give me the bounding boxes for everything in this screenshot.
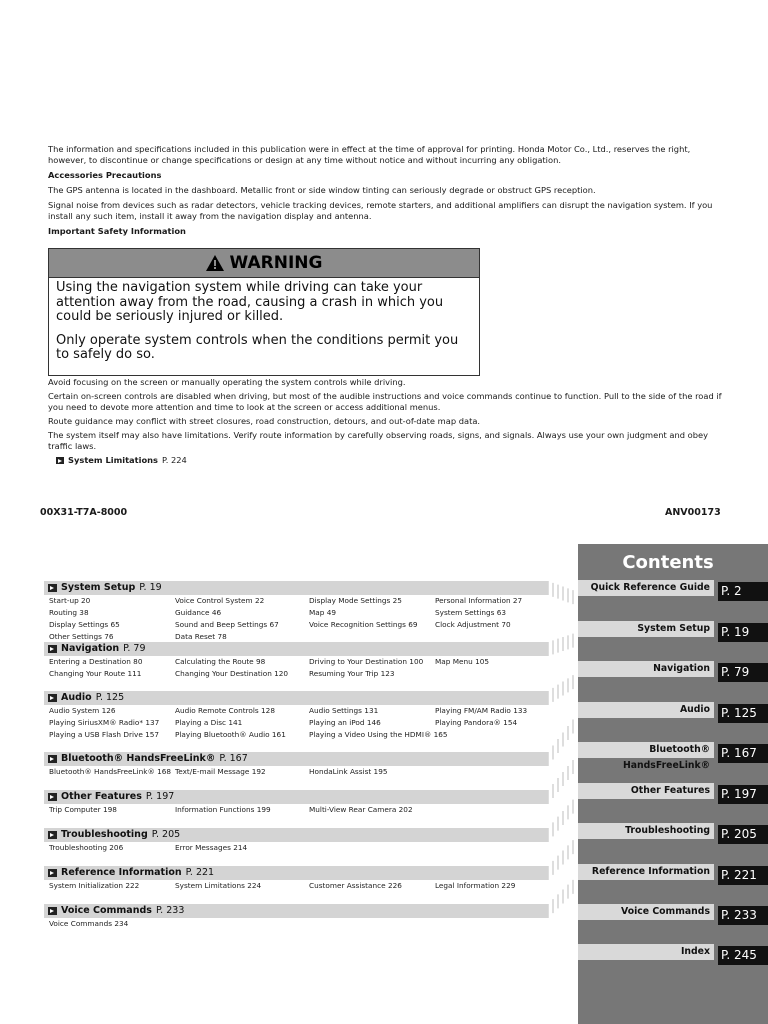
contents-title: Contents <box>622 552 714 573</box>
section-item[interactable]: Playing a Disc 141 <box>175 718 243 727</box>
section-title: Troubleshooting <box>61 829 148 840</box>
warning-title: WARNING <box>229 253 323 273</box>
section-page: P. 125 <box>95 692 125 703</box>
safety-paragraph-4: The system itself may also have limitations. Verify route information by carefully observing roads, signs, and signals. Always use your own judgment and obey traffic laws. <box>48 430 708 451</box>
tab-label: System Setup <box>578 621 714 637</box>
warning-text-2: Only operate system controls when the conditions permit you to safely do so. <box>56 332 459 362</box>
contents-section <box>44 828 548 854</box>
contents-tab[interactable] <box>578 702 768 723</box>
section-items <box>44 656 548 680</box>
section-heading[interactable] <box>44 828 548 842</box>
arrow-right-icon <box>48 793 57 801</box>
section-item[interactable]: Voice Commands 234 <box>49 919 129 928</box>
arrow-right-icon <box>48 831 57 839</box>
section-item[interactable]: Playing Bluetooth® Audio 161 <box>175 730 286 739</box>
section-page: P. 233 <box>155 905 185 916</box>
arrow-right-icon <box>56 457 64 464</box>
tab-label: Audio <box>578 702 714 718</box>
arrow-right-icon <box>48 645 57 653</box>
system-limitations-link[interactable] <box>56 455 728 466</box>
warning-triangle-icon <box>206 255 224 271</box>
section-item[interactable]: Legal Information 229 <box>435 881 516 890</box>
section-items <box>44 804 548 816</box>
tab-label: Index <box>578 944 714 960</box>
section-heading[interactable] <box>44 691 548 705</box>
arrow-right-icon <box>48 869 57 877</box>
contents-tab[interactable] <box>578 742 768 771</box>
tab-label: Other Features <box>578 783 714 799</box>
contents-tab[interactable] <box>578 864 768 885</box>
section-page: P. 197 <box>145 791 175 802</box>
section-heading[interactable] <box>44 904 548 918</box>
section-item[interactable]: Changing Your Route 111 <box>49 669 142 678</box>
arrow-right-icon <box>48 907 57 915</box>
section-heading[interactable] <box>44 790 548 804</box>
section-item[interactable]: Display Settings 65 <box>49 620 120 629</box>
contents-tab[interactable] <box>578 661 768 682</box>
section-item[interactable]: Playing a Video Using the HDMI® 165 <box>309 730 448 739</box>
section-item <box>435 766 553 778</box>
tab-page: P. 2 <box>718 582 768 601</box>
section-title: Bluetooth® HandsFreeLink® <box>61 753 216 764</box>
section-item <box>435 804 553 816</box>
tab-page: P. 205 <box>718 825 768 844</box>
safety-paragraph-1: Avoid focusing on the screen or manually operating the system controls while driving. <box>48 377 406 387</box>
contents-section <box>44 790 548 816</box>
contents-tab[interactable] <box>578 580 768 601</box>
section-item <box>309 842 435 854</box>
section-item[interactable]: Calculating the Route 98 <box>175 657 266 666</box>
section-item[interactable]: Clock Adjustment 70 <box>435 620 511 629</box>
arrow-right-icon <box>48 584 57 592</box>
section-item[interactable]: Playing SiriusXM® Radio* 137 <box>49 718 160 727</box>
section-item[interactable]: Voice Control System 22 <box>175 596 265 605</box>
safety-heading: Important Safety Information <box>48 226 186 236</box>
arrow-right-icon <box>48 755 57 763</box>
tab-page: P. 19 <box>718 623 768 642</box>
section-item <box>435 729 553 741</box>
section-items <box>44 595 548 643</box>
warning-text-1: Using the navigation system while driving can take your attention away from the road, causing a crash in which you could be seriously injured or killed. <box>56 280 444 324</box>
section-item <box>435 842 553 854</box>
section-items <box>44 880 548 892</box>
tab-label: Troubleshooting <box>578 823 714 839</box>
section-item[interactable]: Map Menu 105 <box>435 657 489 666</box>
contents-tab[interactable] <box>578 823 768 844</box>
section-item <box>435 918 553 930</box>
section-items <box>44 766 548 778</box>
contents-section <box>44 642 548 680</box>
section-item[interactable]: Trip Computer 198 <box>49 805 117 814</box>
section-item[interactable]: Other Settings 76 <box>49 632 114 641</box>
tab-label: Voice Commands <box>578 904 714 920</box>
section-item <box>309 918 435 930</box>
safety-paragraph-2: Certain on-screen controls are disabled when driving, but most of the audible instructions and voice commands continue to function. Pull to the side of the road if you need to devote more attention and time to look at the screen or access additional menus. <box>48 391 722 412</box>
section-item[interactable]: System Limitations 224 <box>175 881 262 890</box>
section-item[interactable]: Data Reset 78 <box>175 632 227 641</box>
section-item[interactable]: Resuming Your Trip 123 <box>309 669 395 678</box>
section-item[interactable]: Driving to Your Destination 100 <box>309 657 424 666</box>
section-item[interactable]: Playing an iPod 146 <box>309 718 381 727</box>
signal-noise-paragraph: Signal noise from devices such as radar detectors, vehicle tracking devices, remote starters, and additional amplifiers can disrupt the navigation system. If you install any such item, install it away from the navigation display and antenna. <box>48 200 713 221</box>
section-items <box>44 918 548 930</box>
section-item[interactable]: Playing a USB Flash Drive 157 <box>49 730 160 739</box>
section-item[interactable]: Voice Recognition Settings 69 <box>309 620 418 629</box>
contents-section <box>44 581 548 643</box>
tab-page: P. 233 <box>718 906 768 925</box>
contents-sidebar <box>578 544 768 1024</box>
section-item[interactable]: Information Functions 199 <box>175 805 271 814</box>
section-item[interactable]: Map 49 <box>309 608 337 617</box>
section-title: Audio <box>61 692 92 703</box>
section-items <box>44 705 548 741</box>
section-item[interactable]: Changing Your Destination 120 <box>175 669 289 678</box>
contents-section <box>44 866 548 892</box>
contents-section <box>44 691 548 741</box>
warning-header <box>49 249 479 278</box>
contents-section <box>44 904 548 930</box>
arrow-right-icon <box>48 694 57 702</box>
section-title: Reference Information <box>61 867 182 878</box>
gps-paragraph: The GPS antenna is located in the dashboard. Metallic front or side window tinting can seriously degrade or obstruct GPS reception. <box>48 185 596 195</box>
section-item[interactable]: Playing Pandora® 154 <box>435 718 518 727</box>
warning-body <box>49 278 479 375</box>
section-title: System Setup <box>61 582 136 593</box>
intro-text <box>48 144 728 241</box>
section-item[interactable]: Playing FM/AM Radio 133 <box>435 706 528 715</box>
accessories-heading: Accessories Precautions <box>48 170 162 180</box>
contents-section <box>44 752 548 778</box>
contents-tab[interactable] <box>578 944 768 965</box>
section-item[interactable]: System Settings 63 <box>435 608 507 617</box>
intro-paragraph: The information and specifications included in this publication were in effect at the time of approval for printing. Honda Motor Co., Ltd., reserves the right, however, to discontinue or change specifications or design at any time without notice and without incurring any obligation. <box>48 144 691 165</box>
tab-page: P. 221 <box>718 866 768 885</box>
section-item[interactable]: Guidance 46 <box>175 608 222 617</box>
section-item[interactable]: Display Mode Settings 25 <box>309 596 402 605</box>
contents-tab[interactable] <box>578 621 768 642</box>
section-heading[interactable] <box>44 581 548 595</box>
tab-page: P. 245 <box>718 946 768 965</box>
section-page: P. 167 <box>219 753 248 764</box>
section-item <box>175 918 309 930</box>
section-item[interactable]: Audio Remote Controls 128 <box>175 706 275 715</box>
section-item[interactable]: Error Messages 214 <box>175 843 248 852</box>
section-page: P. 19 <box>139 582 162 593</box>
section-heading[interactable] <box>44 866 548 880</box>
section-item[interactable]: Audio System 126 <box>49 706 116 715</box>
section-item[interactable]: Sound and Beep Settings 67 <box>175 620 279 629</box>
contents-tab[interactable] <box>578 783 768 804</box>
tab-page: P. 125 <box>718 704 768 723</box>
section-item[interactable]: Entering a Destination 80 <box>49 657 143 666</box>
section-item[interactable]: Personal Information 27 <box>435 596 523 605</box>
section-heading[interactable] <box>44 752 548 766</box>
tab-label: Navigation <box>578 661 714 677</box>
section-item <box>435 668 553 680</box>
publication-code: ANV00173 <box>665 507 721 518</box>
section-title: Voice Commands <box>61 905 152 916</box>
section-item[interactable]: Bluetooth® HandsFreeLink® 168 <box>49 767 172 776</box>
section-item[interactable]: System Initialization 222 <box>49 881 140 890</box>
tab-label: Quick Reference Guide <box>578 580 714 596</box>
section-items <box>44 842 548 854</box>
tab-page: P. 79 <box>718 663 768 682</box>
safety-text <box>48 377 728 466</box>
contents-tab[interactable] <box>578 904 768 925</box>
section-heading[interactable] <box>44 642 548 656</box>
section-title: Other Features <box>61 791 142 802</box>
tab-label: Reference Information <box>578 864 714 880</box>
tab-page: P. 167 <box>718 744 768 763</box>
xref-page: P. 224 <box>162 455 187 465</box>
section-item[interactable]: Audio Settings 131 <box>309 706 379 715</box>
section-item[interactable]: Routing 38 <box>49 608 89 617</box>
section-item[interactable]: Multi-View Rear Camera 202 <box>309 805 413 814</box>
section-item[interactable]: Customer Assistance 226 <box>309 881 402 890</box>
section-title: Navigation <box>61 643 120 654</box>
section-item[interactable]: Troubleshooting 206 <box>49 843 124 852</box>
section-page: P. 79 <box>123 643 146 654</box>
tab-label: Bluetooth® HandsFreeLink® <box>578 742 714 758</box>
section-page: P. 221 <box>185 867 215 878</box>
section-page: P. 205 <box>151 829 181 840</box>
safety-paragraph-3: Route guidance may conflict with street closures, road construction, detours, and out-of-date map data. <box>48 416 481 426</box>
warning-box <box>48 248 480 376</box>
tab-page: P. 197 <box>718 785 768 804</box>
section-item[interactable]: HondaLink Assist 195 <box>309 767 388 776</box>
section-item[interactable]: Text/E-mail Message 192 <box>175 767 266 776</box>
document-code: 00X31-T7A-8000 <box>40 507 128 518</box>
xref-label: System Limitations <box>68 455 158 465</box>
section-item[interactable]: Start-up 20 <box>49 596 91 605</box>
